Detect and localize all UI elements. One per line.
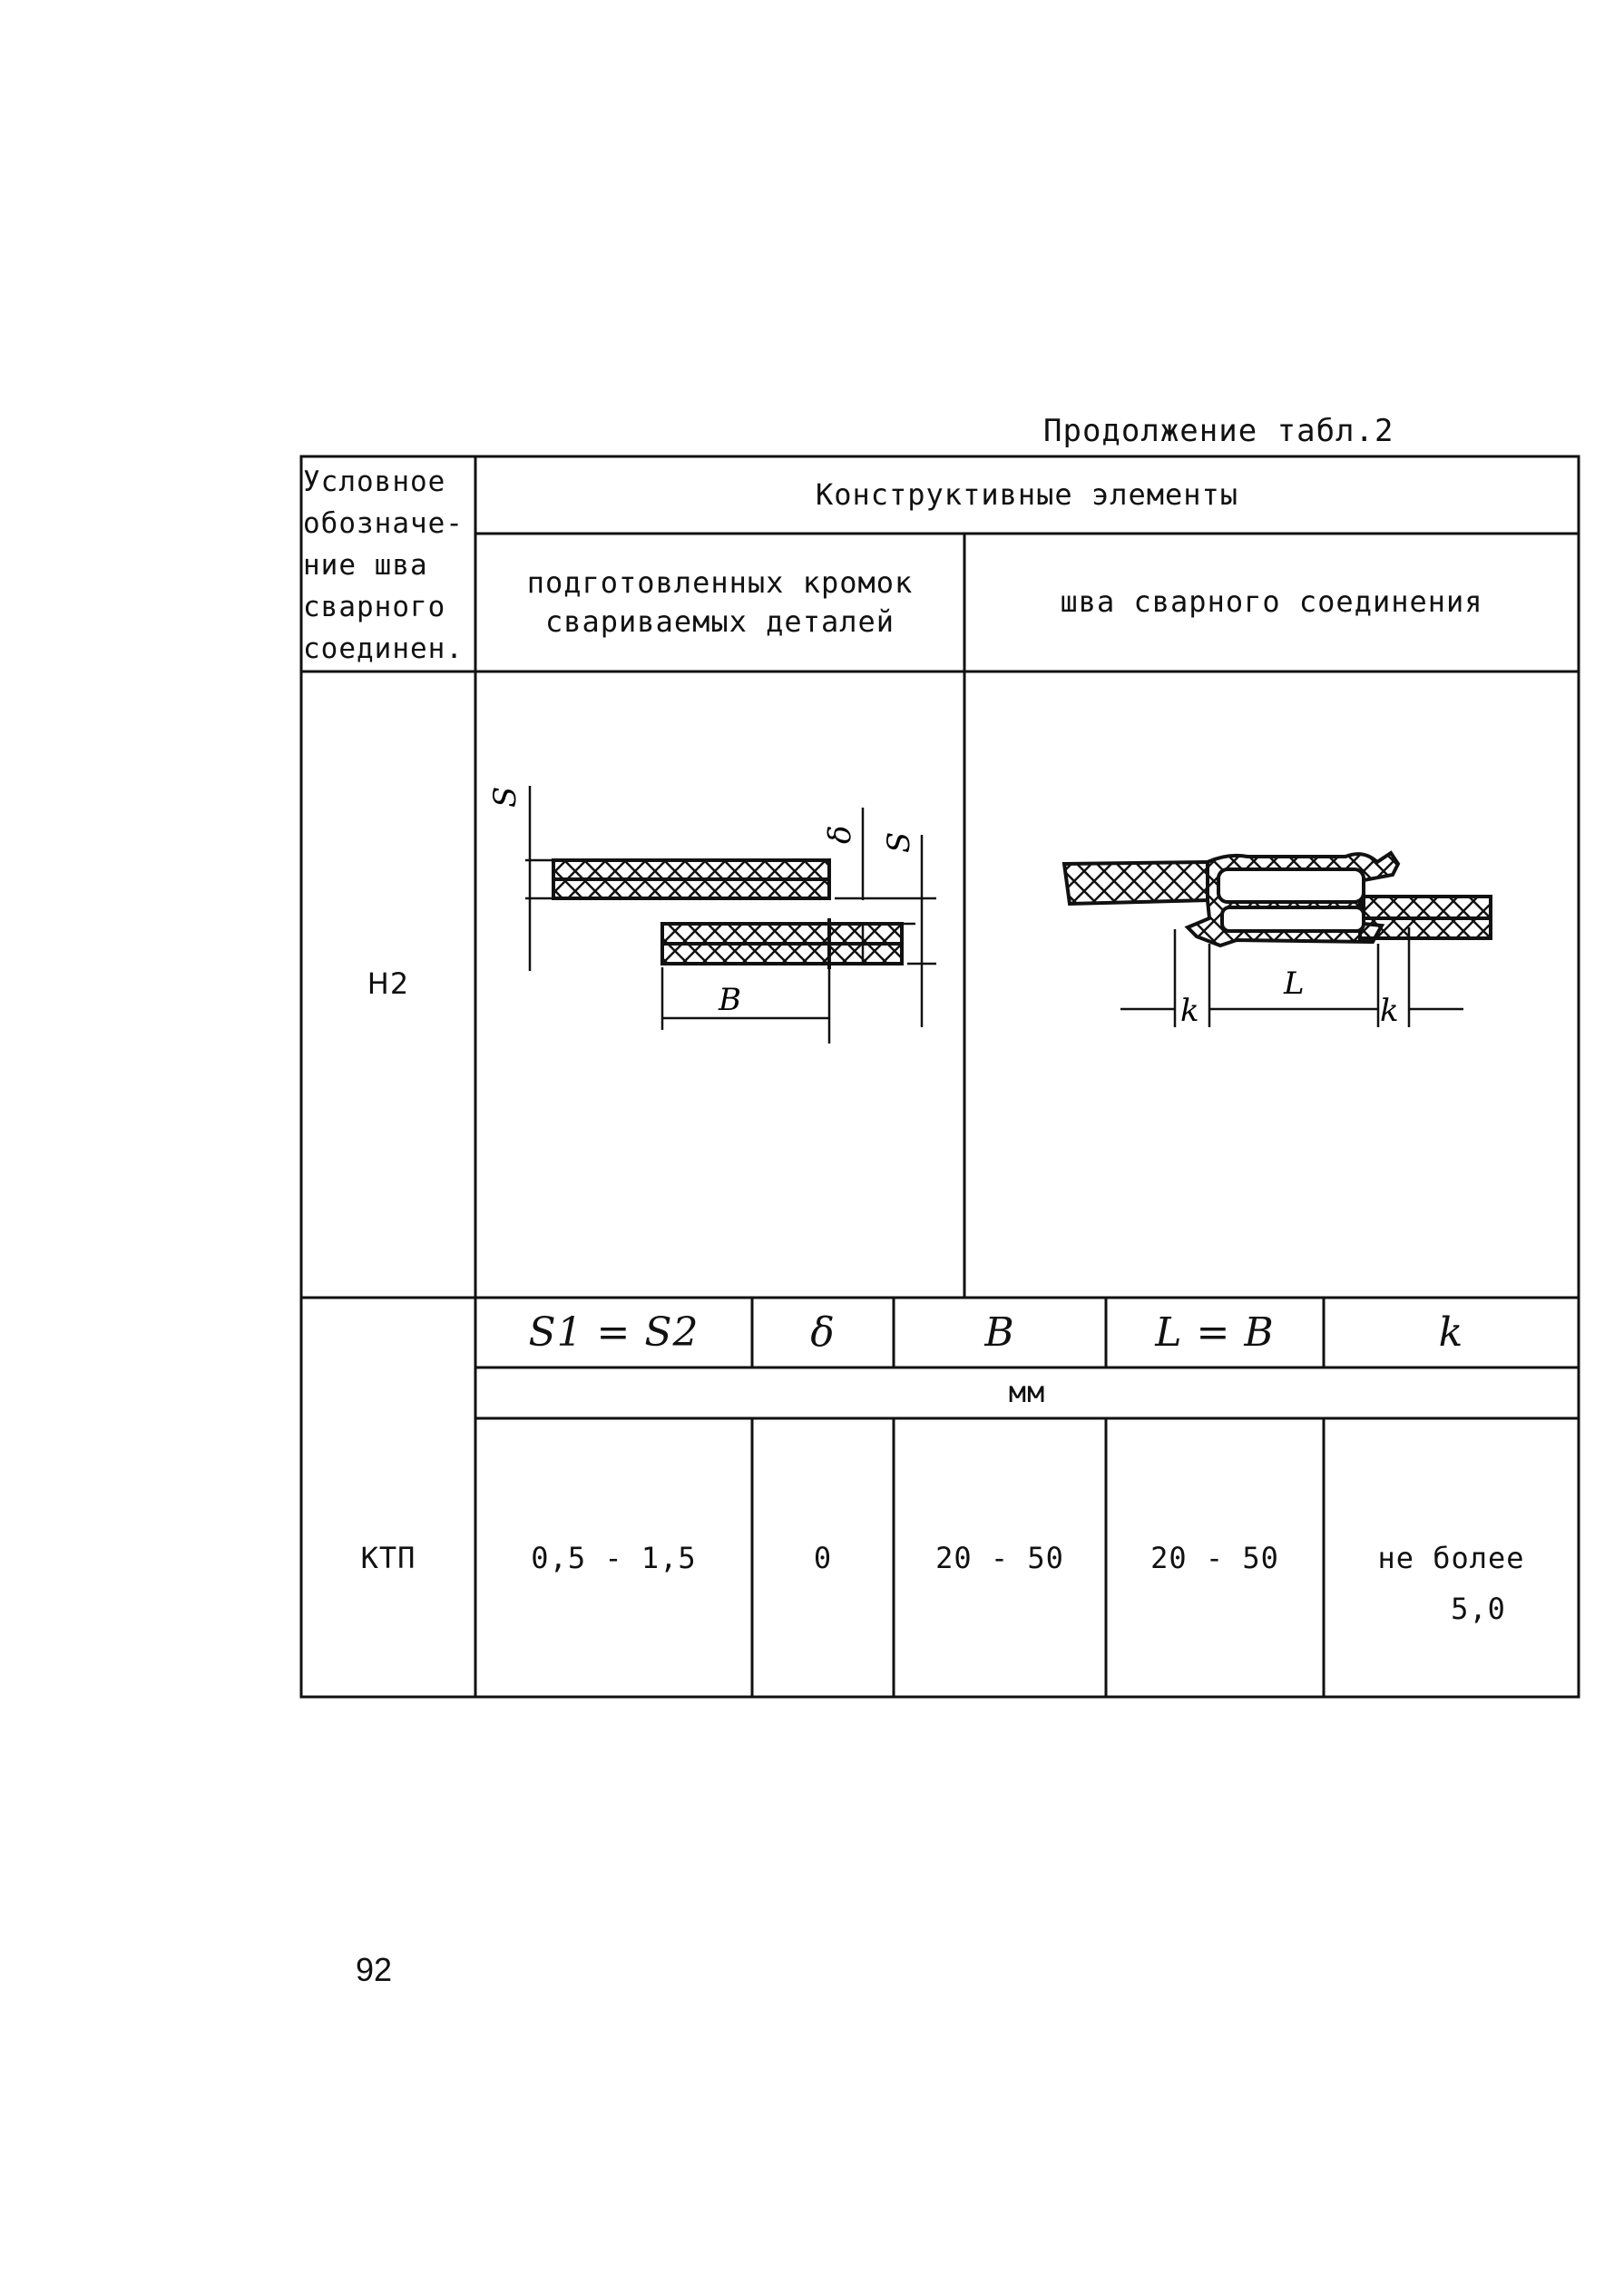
prepared-edges-drawing (475, 671, 964, 1298)
dim-label-delta: δ (822, 825, 858, 844)
page-number: 92 (356, 1951, 393, 1988)
param-header-k: k (1438, 1309, 1464, 1356)
dim-label-s1: S (487, 786, 523, 808)
dim-label-k2: k (1380, 993, 1399, 1029)
value-l: 20 - 50 (1150, 1540, 1279, 1575)
elements-header: Конструктивные элементы (815, 476, 1239, 512)
param-header-b: B (984, 1309, 1015, 1356)
method-label: КТП (360, 1540, 416, 1575)
value-s1-s2: 0,5 - 1,5 (531, 1540, 697, 1575)
table-caption: Продолжение табл.2 (1043, 413, 1394, 449)
designation-header: Условное обозначе- ние шва сварного соединен. (303, 466, 464, 665)
param-header-l: L = B (1155, 1309, 1275, 1356)
dim-label-k1: k (1180, 993, 1199, 1029)
dim-label-b: B (719, 982, 741, 1018)
prepared-edges-header: подготовленных кромок свариваемых деталей (526, 564, 914, 639)
unit-label: мм (1008, 1375, 1046, 1410)
value-k: не более 5,0 (1377, 1541, 1525, 1626)
dim-label-s2: S (881, 831, 917, 853)
value-b: 20 - 50 (935, 1540, 1064, 1575)
row-designation: Н2 (367, 966, 410, 1002)
value-delta: 0 (813, 1540, 833, 1575)
weld-joint-drawing (964, 671, 1579, 1298)
weld-header: шва сварного соединения (1060, 584, 1483, 620)
param-header-delta: δ (810, 1309, 836, 1356)
param-header-s1-s2: S1 = S2 (528, 1309, 699, 1356)
dim-label-l: L (1284, 965, 1305, 1002)
